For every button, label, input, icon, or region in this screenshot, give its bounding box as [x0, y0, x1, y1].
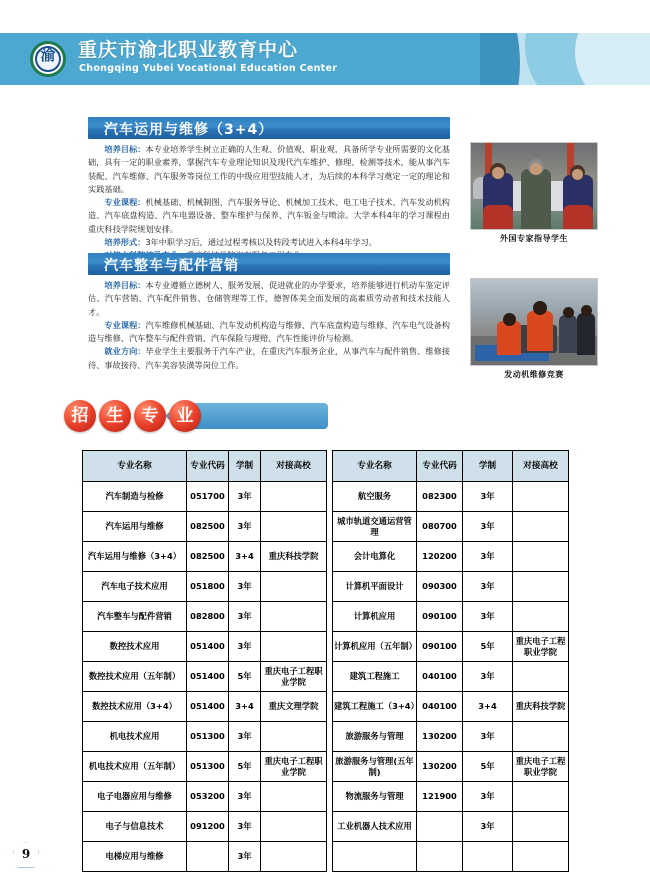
- cell-linked-uni: [513, 722, 569, 752]
- cell-length: 5年: [229, 662, 261, 692]
- cell-major-code: [187, 842, 229, 872]
- col-header-uni-left: 对接高校: [261, 451, 327, 482]
- cell-major-name: 汽车运用与维修: [83, 512, 187, 542]
- cell-length: 3年: [463, 782, 513, 812]
- cell-linked-uni: 重庆科技学院: [261, 542, 327, 572]
- cell-linked-uni: [261, 842, 327, 872]
- cell-major-name: 电子电器应用与维修: [83, 782, 187, 812]
- cell-major-name: 旅游服务与管理: [333, 722, 417, 752]
- cell-length: 3年: [229, 602, 261, 632]
- cell-linked-uni: [513, 662, 569, 692]
- cell-major-code: 051400: [187, 632, 229, 662]
- cell-linked-uni: [513, 512, 569, 542]
- cell-linked-uni: [261, 812, 327, 842]
- cell-major-name: 电梯应用与维修: [83, 842, 187, 872]
- cell-major-code: 082500: [187, 542, 229, 572]
- table-row: [83, 662, 569, 692]
- cell-length: 3年: [463, 542, 513, 572]
- cell-linked-uni: [261, 782, 327, 812]
- school-name-en: Chongqing Yubei Vocational Education Center: [79, 63, 338, 74]
- cell-major-code: 051300: [187, 722, 229, 752]
- table-row: [83, 482, 569, 512]
- cell-linked-uni: 重庆电子工程职业学院: [261, 752, 327, 782]
- cell-length: 3年: [229, 812, 261, 842]
- paragraph-label: 培养目标：: [104, 144, 146, 154]
- cell-linked-uni: [513, 572, 569, 602]
- cell-linked-uni: [513, 842, 569, 872]
- cell-length: 3年: [463, 572, 513, 602]
- photo-foreign-expert: [470, 142, 598, 244]
- cell-major-code: 082800: [187, 602, 229, 632]
- cell-linked-uni: 重庆电子工程职业学院: [261, 662, 327, 692]
- cell-linked-uni: [513, 482, 569, 512]
- cell-length: 3+4: [229, 542, 261, 572]
- cell-linked-uni: [261, 572, 327, 602]
- cell-length: 3年: [229, 482, 261, 512]
- school-logo-icon: [30, 41, 66, 77]
- majors-table-wrapper: [82, 450, 568, 872]
- cell-linked-uni: [513, 542, 569, 572]
- paragraph-training-form: [88, 236, 450, 249]
- banner-char-3: 专: [134, 400, 166, 432]
- cell-length: 3年: [229, 782, 261, 812]
- cell-length: 5年: [463, 752, 513, 782]
- cell-linked-uni: 重庆电子工程职业学院: [513, 632, 569, 662]
- page-number-badge: [13, 842, 39, 868]
- photo-engine-competition: [470, 278, 598, 380]
- cell-major-name: 电子与信息技术: [83, 812, 187, 842]
- banner-char-1: 招: [64, 400, 96, 432]
- paragraph-label: 就业方向：: [104, 346, 146, 357]
- paragraph-courses: [88, 196, 450, 236]
- cell-major-code: 040100: [417, 662, 463, 692]
- cell-length: 3年: [229, 512, 261, 542]
- cell-length: 3年: [229, 572, 261, 602]
- paragraph-courses: [88, 319, 450, 346]
- section-title-text: 汽车运用与维修（3+4）: [104, 122, 274, 138]
- table-body: [83, 482, 569, 872]
- cell-length: 3年: [229, 632, 261, 662]
- cell-major-name: 旅游服务与管理(五年制): [333, 752, 417, 782]
- cell-length: 3+4: [463, 692, 513, 722]
- paragraph-career-direction: [88, 345, 450, 372]
- cell-major-code: 130200: [417, 752, 463, 782]
- paragraph-label: 专业课程：: [104, 197, 146, 208]
- table-row: [83, 812, 569, 842]
- cell-length: 5年: [463, 632, 513, 662]
- cell-major-code: 082500: [187, 512, 229, 542]
- cell-major-name: 计算机应用: [333, 602, 417, 632]
- col-header-name-right: 专业名称: [333, 451, 417, 482]
- cell-major-name: 工业机器人技术应用: [333, 812, 417, 842]
- cell-linked-uni: [261, 482, 327, 512]
- cell-length: 3年: [463, 602, 513, 632]
- cell-linked-uni: [513, 602, 569, 632]
- col-header-length-left: 学制: [229, 451, 261, 482]
- col-header-code-left: 专业代码: [187, 451, 229, 482]
- paragraph-training-goal: [88, 279, 450, 319]
- table-row: [83, 782, 569, 812]
- cell-major-name: 建筑工程施工（3+4）: [333, 692, 417, 722]
- cell-major-code: [417, 842, 463, 872]
- page-number: 9: [21, 847, 31, 861]
- cell-length: 3+4: [229, 692, 261, 722]
- cell-major-name: [333, 842, 417, 872]
- cell-major-code: 051300: [187, 752, 229, 782]
- cell-major-name: 计算机平面设计: [333, 572, 417, 602]
- table-row: [83, 692, 569, 722]
- banner-char-2: 生: [99, 400, 131, 432]
- cell-linked-uni: [513, 812, 569, 842]
- cell-length: 3年: [463, 512, 513, 542]
- cell-length: 5年: [229, 752, 261, 782]
- paragraph-text: 机械基础、机械制图、汽车服务导论、机械加工技术、电工电子技术、汽车发动机构造、汽车底盘构造、汽车电器设备、整车维护与保养、汽车钣金与喷涂。大学本科4年的学习课程由重庆科技学院规划安排。: [88, 197, 450, 234]
- cell-major-name: 计算机应用（五年制）: [333, 632, 417, 662]
- paragraph-text: 汽车维修机械基础、汽车发动机构造与维修、汽车底盘构造与维修、汽车电气设备构造与维修、汽车整车与配件营销、汽车保险与理赔、汽车性能评价与检测。: [88, 319, 450, 344]
- cell-major-name: 汽车制造与检修: [83, 482, 187, 512]
- cell-major-code: 121900: [417, 782, 463, 812]
- cell-linked-uni: 重庆电子工程职业学院: [513, 752, 569, 782]
- cell-major-code: 090100: [417, 602, 463, 632]
- cell-major-name: 机电技术应用: [83, 722, 187, 752]
- photo-image: [470, 278, 598, 366]
- photo-caption: 发动机维修竞赛: [504, 370, 564, 379]
- section-title-bar-auto-repair: [88, 117, 450, 139]
- cell-major-name: 航空服务: [333, 482, 417, 512]
- cell-length: 3年: [229, 722, 261, 752]
- header-decoration: [480, 33, 650, 85]
- section-title-bar-auto-sales: [88, 253, 450, 275]
- cell-major-code: 120200: [417, 542, 463, 572]
- cell-major-name: 汽车电子技术应用: [83, 572, 187, 602]
- cell-major-name: 城市轨道交通运营管理: [333, 512, 417, 542]
- cell-major-code: 091200: [187, 812, 229, 842]
- photo-caption: 外国专家指导学生: [500, 234, 568, 243]
- cell-linked-uni: [261, 632, 327, 662]
- cell-length: 3年: [229, 842, 261, 872]
- cell-length: 3年: [463, 722, 513, 752]
- paragraph-text: 本专业培养学生树立正确的人生观、价值观、职业观，具备所学专业所需要的文化基础，具有一定的职业素养，掌握汽车专业理论知识及现代汽车维护、修理、检测等技术，能从事汽车装配、汽车维修、汽车服务等岗位工作的中级应用型技能人才，为后续的本科学习奠定一定的理论和实践基础。: [88, 144, 450, 194]
- table-row: [83, 752, 569, 782]
- cell-major-code: 082300: [417, 482, 463, 512]
- cell-linked-uni: 重庆科技学院: [513, 692, 569, 722]
- cell-linked-uni: [261, 602, 327, 632]
- table-row: [83, 632, 569, 662]
- cell-major-code: 090100: [417, 632, 463, 662]
- cell-major-code: 051400: [187, 662, 229, 692]
- enrollment-banner: [58, 396, 268, 438]
- cell-length: [463, 842, 513, 872]
- table-header-row: [83, 451, 569, 482]
- paragraph-label: 培养目标：: [104, 280, 146, 290]
- table-row: [83, 542, 569, 572]
- cell-major-name: 物流服务与管理: [333, 782, 417, 812]
- cell-major-code: 051800: [187, 572, 229, 602]
- cell-major-name: 建筑工程施工: [333, 662, 417, 692]
- paragraph-training-goal: [88, 143, 450, 196]
- cell-major-code: 051700: [187, 482, 229, 512]
- cell-length: 3年: [463, 662, 513, 692]
- section-body-auto-repair: [88, 143, 450, 263]
- cell-major-name: 汽车运用与维修（3+4）: [83, 542, 187, 572]
- cell-major-code: 090300: [417, 572, 463, 602]
- cell-major-code: 130200: [417, 722, 463, 752]
- cell-major-name: 汽车整车与配件营销: [83, 602, 187, 632]
- page-header: [0, 33, 650, 85]
- paragraph-text: 毕业学生主要服务于汽车产业，在重庆汽车服务企业，从事汽车与配件销售、维修接待、事故接待、汽车美容装潢等岗位工作。: [88, 346, 450, 370]
- cell-length: 3年: [463, 482, 513, 512]
- col-header-length-right: 学制: [463, 451, 513, 482]
- cell-linked-uni: [261, 512, 327, 542]
- cell-length: 3年: [463, 812, 513, 842]
- cell-major-name: 数控技术应用: [83, 632, 187, 662]
- section-body-auto-sales: [88, 279, 450, 372]
- paragraph-label: 培养形式：: [104, 236, 146, 247]
- table-row: [83, 512, 569, 542]
- cell-major-code: 080700: [417, 512, 463, 542]
- cell-linked-uni: [513, 782, 569, 812]
- col-header-code-right: 专业代码: [417, 451, 463, 482]
- cell-major-code: [417, 812, 463, 842]
- cell-linked-uni: [261, 722, 327, 752]
- cell-major-code: 053200: [187, 782, 229, 812]
- table-row: [83, 842, 569, 872]
- logo-mark: 渝: [40, 46, 56, 64]
- majors-table: [82, 450, 569, 872]
- section-title-text: 汽车整车与配件营销: [104, 258, 239, 274]
- paragraph-label: 专业课程：: [104, 319, 146, 330]
- table-row: [83, 572, 569, 602]
- cell-major-name: 数控技术应用（3+4）: [83, 692, 187, 722]
- cell-major-name: 会计电算化: [333, 542, 417, 572]
- cell-major-name: 机电技术应用（五年制）: [83, 752, 187, 782]
- cell-linked-uni: 重庆文理学院: [261, 692, 327, 722]
- photo-image: [470, 142, 598, 230]
- table-row: [83, 722, 569, 752]
- col-header-name-left: 专业名称: [83, 451, 187, 482]
- cell-major-name: 数控技术应用（五年制）: [83, 662, 187, 692]
- col-header-uni-right: 对接高校: [513, 451, 569, 482]
- table-row: [83, 602, 569, 632]
- paragraph-text: 本专业遵循立德树人、服务发展、促进就业的办学要求，培养能够进行机动车鉴定评估、汽车营销、汽车配件销售、仓储管理等工作，德智体美全面发展的高素质劳动者和技术技能人才。: [88, 280, 450, 317]
- cell-major-code: 051400: [187, 692, 229, 722]
- school-name-cn: 重庆市渝北职业教育中心: [78, 39, 299, 61]
- paragraph-text: 3年中职学习后，通过过程考核以及转段考试进入本科4年学习。: [145, 236, 377, 247]
- banner-char-4: 业: [169, 400, 201, 432]
- cell-major-code: 040100: [417, 692, 463, 722]
